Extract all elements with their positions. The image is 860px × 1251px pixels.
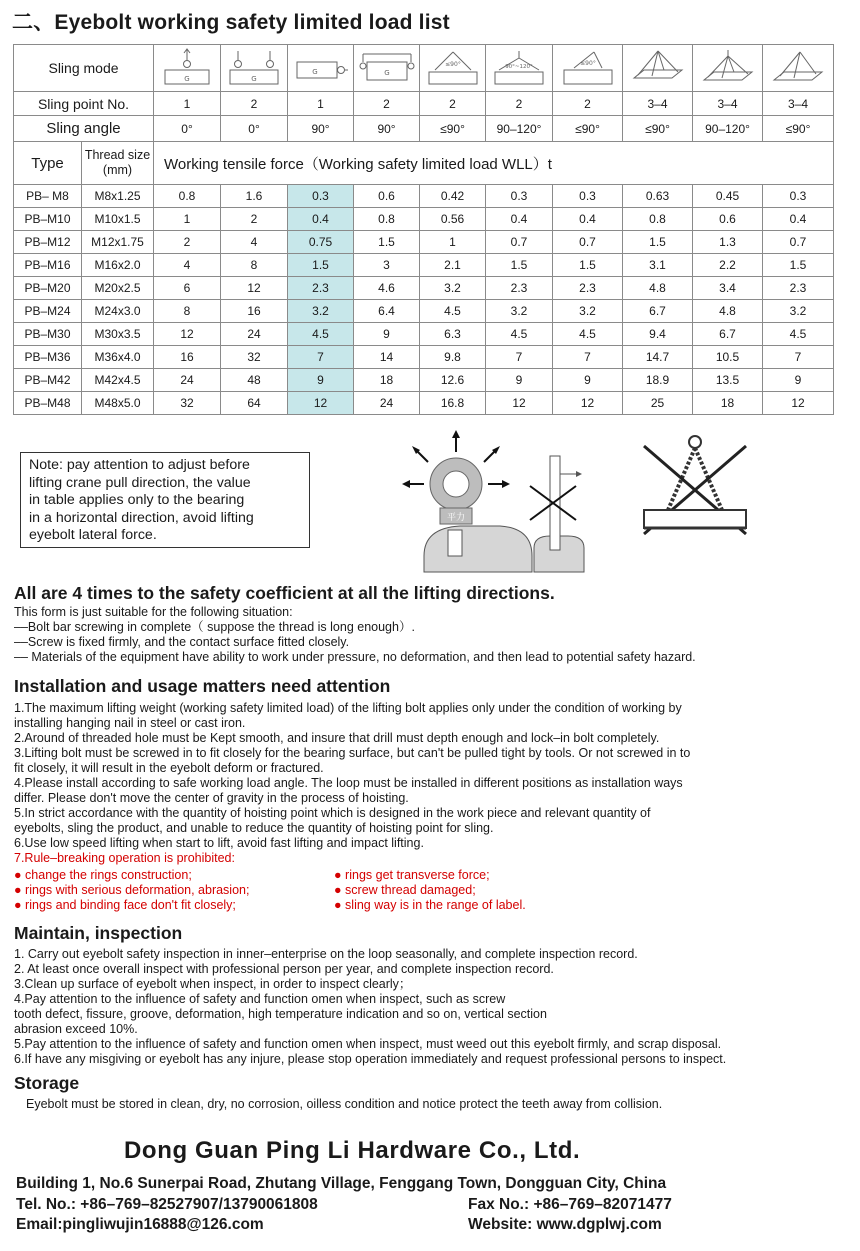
- safety-lines: [14, 605, 696, 665]
- svg-text:≤90°: ≤90°: [579, 60, 596, 67]
- note-line: eyebolt lateral force.: [29, 527, 157, 543]
- load-value-cell: 18.9: [623, 369, 693, 392]
- load-value-cell: 0.45: [693, 185, 763, 208]
- svg-text:90°~120°: 90°~120°: [505, 64, 533, 70]
- load-value-cell: 12: [288, 392, 354, 415]
- load-value-cell: 6.7: [693, 323, 763, 346]
- diagram-label: 平力: [446, 513, 466, 523]
- load-value-cell: 24: [221, 323, 288, 346]
- load-value-cell: 4.5: [420, 300, 486, 323]
- sling-angle-cell: 90°: [354, 116, 420, 142]
- company-fax: Fax No.: +86–769–82071477: [468, 1196, 672, 1213]
- load-value-cell: 0.56: [420, 208, 486, 231]
- load-value-cell: 32: [154, 392, 221, 415]
- force-header: Working tensile force（Working safety limited load WLL）t: [154, 142, 834, 185]
- safety-heading: All are 4 times to the safety coefficient at all the lifting directions.: [14, 583, 555, 603]
- table-row: [14, 300, 834, 323]
- note-line: Note: pay attention to adjust before: [29, 457, 250, 473]
- load-value-cell: 1.5: [623, 231, 693, 254]
- sling-point-cell: 1: [154, 92, 221, 116]
- rule-item: [334, 898, 526, 913]
- load-value-cell: 12.6: [420, 369, 486, 392]
- load-value-cell: 3.2: [420, 277, 486, 300]
- load-value-cell: 3.2: [486, 300, 553, 323]
- load-value-cell: 9.4: [623, 323, 693, 346]
- rule-text: change the rings construction;: [25, 868, 192, 882]
- load-value-cell: 0.3: [553, 185, 623, 208]
- load-value-cell: 9.8: [420, 346, 486, 369]
- table-row: [14, 185, 834, 208]
- load-value-cell: 4: [221, 231, 288, 254]
- sling-mode-icon-9: [693, 45, 763, 92]
- installation-line: installing hanging nail in steel or cast iron.: [14, 716, 246, 730]
- load-value-cell: 6: [154, 277, 221, 300]
- rule-text: rings with serious deformation, abrasion;: [25, 883, 250, 897]
- sling-angle-cell: ≤90°: [420, 116, 486, 142]
- rules-right: [334, 868, 526, 913]
- load-value-cell: 1: [154, 208, 221, 231]
- load-value-cell: 2: [154, 231, 221, 254]
- load-value-cell: 6.3: [420, 323, 486, 346]
- load-value-cell: 14.7: [623, 346, 693, 369]
- maintain-line: 2. At least once overall inspect with professional person per year, and complete inspection record.: [14, 962, 554, 976]
- load-value-cell: 0.3: [763, 185, 834, 208]
- load-value-cell: 0.8: [623, 208, 693, 231]
- sling-point-label: Sling point No.: [14, 92, 154, 116]
- type-cell: PB–M16: [14, 254, 82, 277]
- sling-point-cell: 3–4: [763, 92, 834, 116]
- type-cell: PB–M30: [14, 323, 82, 346]
- maintain-line: 4.Pay attention to the influence of safety and function omen when inspect, such as screw: [14, 992, 506, 1006]
- table-row: [14, 346, 834, 369]
- thread-cell: M16x2.0: [82, 254, 154, 277]
- sling-angle-cell: ≤90°: [623, 116, 693, 142]
- note-box: [20, 452, 310, 548]
- load-value-cell: 0.7: [763, 231, 834, 254]
- thread-cell: M24x3.0: [82, 300, 154, 323]
- table-row: [14, 277, 834, 300]
- load-value-cell: 0.6: [693, 208, 763, 231]
- load-value-cell: 0.4: [763, 208, 834, 231]
- rule-item: [14, 898, 249, 913]
- sling-point-cell: 1: [288, 92, 354, 116]
- table-row: [14, 323, 834, 346]
- load-value-cell: 4.8: [623, 277, 693, 300]
- load-value-cell: 1.5: [354, 231, 420, 254]
- load-value-cell: 12: [486, 392, 553, 415]
- company-email: Email:pingliwujin16888@126.com: [16, 1216, 264, 1233]
- company-tel: Tel. No.: +86–769–82527907/13790061808: [16, 1196, 318, 1213]
- thread-cell: M12x1.75: [82, 231, 154, 254]
- maintain-heading: Maintain, inspection: [14, 923, 183, 943]
- rule-text: sling way is in the range of label.: [345, 898, 526, 912]
- load-value-cell: 0.4: [486, 208, 553, 231]
- company-name: Dong Guan Ping Li Hardware Co., Ltd.: [124, 1137, 581, 1164]
- thread-cell: M30x3.5: [82, 323, 154, 346]
- load-value-cell: 2.3: [288, 277, 354, 300]
- rule-item: [334, 868, 526, 883]
- load-value-cell: 2.3: [553, 277, 623, 300]
- load-value-cell: 1: [420, 231, 486, 254]
- load-value-cell: 4.5: [288, 323, 354, 346]
- sling-mode-icon-5: [420, 45, 486, 92]
- load-value-cell: 8: [221, 254, 288, 277]
- load-value-cell: 12: [154, 323, 221, 346]
- thread-header: [82, 142, 154, 185]
- load-value-cell: 16: [221, 300, 288, 323]
- sling-mode-label: Sling mode: [14, 45, 154, 92]
- load-value-cell: 0.8: [154, 185, 221, 208]
- svg-text:≤90°: ≤90°: [444, 61, 461, 68]
- load-value-cell: 4.6: [354, 277, 420, 300]
- note-line: in table applies only to the bearing: [29, 492, 245, 508]
- load-value-cell: 1.5: [486, 254, 553, 277]
- load-value-cell: 12: [553, 392, 623, 415]
- load-value-cell: 10.5: [693, 346, 763, 369]
- load-value-cell: 25: [623, 392, 693, 415]
- load-value-cell: 16: [154, 346, 221, 369]
- load-value-cell: 1.3: [693, 231, 763, 254]
- installation-line: differ. Please don't move the center of gravity in the process of hoisting.: [14, 791, 409, 805]
- installation-line: 4.Please install according to safe working load angle. The loop must be installed in different positions as installation ways: [14, 776, 683, 790]
- load-value-cell: 3: [354, 254, 420, 277]
- load-value-cell: 18: [354, 369, 420, 392]
- load-value-cell: 0.42: [420, 185, 486, 208]
- load-value-cell: 7: [288, 346, 354, 369]
- type-cell: PB–M12: [14, 231, 82, 254]
- load-value-cell: 2.3: [486, 277, 553, 300]
- load-value-cell: 4.8: [693, 300, 763, 323]
- sling-angle-cell: 0°: [221, 116, 288, 142]
- safety-line: This form is just suitable for the following situation:: [14, 605, 293, 619]
- sling-mode-icon-7: [553, 45, 623, 92]
- load-value-cell: 1.6: [221, 185, 288, 208]
- load-value-cell: 32: [221, 346, 288, 369]
- load-value-cell: 2: [221, 208, 288, 231]
- sling-mode-row: [14, 45, 834, 92]
- installation-line: 1.The maximum lifting weight (working safety limited load) of the lifting bolt applies only under the condition of working by: [14, 701, 682, 715]
- sling-mode-icon-8: [623, 45, 693, 92]
- load-value-cell: 3.4: [693, 277, 763, 300]
- thread-header-unit: (mm): [102, 163, 133, 177]
- sling-mode-icon-2: [221, 45, 288, 92]
- table-row: [14, 231, 834, 254]
- bullet-icon: ●: [334, 868, 342, 882]
- bullet-icon: ●: [334, 883, 342, 897]
- load-value-cell: 4.5: [486, 323, 553, 346]
- load-value-cell: 64: [221, 392, 288, 415]
- load-value-cell: 7: [553, 346, 623, 369]
- rule-text: screw thread damaged;: [345, 883, 476, 897]
- load-value-cell: 0.7: [553, 231, 623, 254]
- sling-point-cell: 3–4: [623, 92, 693, 116]
- sling-mode-icon-4: [354, 45, 420, 92]
- sling-mode-icon-10: [763, 45, 834, 92]
- sling-angle-cell: 0°: [154, 116, 221, 142]
- type-header: Type: [14, 142, 82, 185]
- sling-angle-cell: ≤90°: [763, 116, 834, 142]
- header-row: [14, 142, 834, 185]
- load-value-cell: 2.3: [763, 277, 834, 300]
- load-value-cell: 18: [693, 392, 763, 415]
- type-cell: PB–M42: [14, 369, 82, 392]
- load-value-cell: 9: [354, 323, 420, 346]
- load-value-cell: 0.3: [486, 185, 553, 208]
- eyebolt-direction-diagram: [400, 426, 600, 576]
- note-line: lifting crane pull direction, the value: [29, 474, 251, 491]
- type-cell: PB–M20: [14, 277, 82, 300]
- load-value-cell: 2.2: [693, 254, 763, 277]
- load-value-cell: 6.7: [623, 300, 693, 323]
- load-rows: [14, 185, 834, 415]
- load-value-cell: 3.2: [288, 300, 354, 323]
- installation-line: 5.In strict accordance with the quantity of hoisting point which is designed in the work piece and relevant quantity of: [14, 806, 651, 820]
- sling-point-cell: 3–4: [693, 92, 763, 116]
- bullet-icon: ●: [14, 868, 22, 882]
- type-cell: PB–M10: [14, 208, 82, 231]
- load-value-cell: 14: [354, 346, 420, 369]
- load-table: [13, 44, 834, 415]
- load-value-cell: 1.5: [553, 254, 623, 277]
- load-value-cell: 12: [763, 392, 834, 415]
- table-row: [14, 208, 834, 231]
- load-value-cell: 9: [763, 369, 834, 392]
- company-address: Building 1, No.6 Sunerpai Road, Zhutang Village, Fenggang Town, Dongguan City, China: [16, 1175, 667, 1192]
- installation-line: 6.Use low speed lifting when start to lift, avoid fast lifting and impact lifting.: [14, 836, 424, 850]
- sling-angle-cell: 90–120°: [693, 116, 763, 142]
- table-row: [14, 369, 834, 392]
- safety-line: –– Materials of the equipment have ability to work under pressure, no deformation, and then lead to potential safety hazard.: [14, 650, 696, 664]
- svg-text:G: G: [383, 69, 390, 77]
- sling-mode-icon-6: [486, 45, 553, 92]
- bullet-icon: ●: [14, 898, 22, 912]
- type-cell: PB–M24: [14, 300, 82, 323]
- sling-point-row: [14, 92, 834, 116]
- load-value-cell: 24: [354, 392, 420, 415]
- load-value-cell: 1.5: [288, 254, 354, 277]
- storage-heading: Storage: [14, 1073, 80, 1093]
- load-value-cell: 48: [221, 369, 288, 392]
- load-value-cell: 24: [154, 369, 221, 392]
- type-cell: PB– M8: [14, 185, 82, 208]
- page-title: 二、Eyebolt working safety limited load list: [12, 11, 450, 34]
- load-value-cell: 13.5: [693, 369, 763, 392]
- table-row: [14, 392, 834, 415]
- thread-cell: M20x2.5: [82, 277, 154, 300]
- sling-mode-icon-3: [288, 45, 354, 92]
- load-value-cell: 3.2: [763, 300, 834, 323]
- sling-angle-cell: ≤90°: [553, 116, 623, 142]
- load-value-cell: 2.1: [420, 254, 486, 277]
- rule-item: [14, 868, 249, 883]
- sling-point-cell: 2: [354, 92, 420, 116]
- maintain-line: 3.Clean up surface of eyebolt when inspect, in order to inspect clearly；: [14, 977, 412, 991]
- installation-lines: [14, 701, 690, 866]
- svg-text:G: G: [311, 68, 318, 76]
- storage-text: Eyebolt must be stored in clean, dry, no corrosion, oilless condition and notice protect the teeth away from collision.: [26, 1097, 663, 1111]
- rules-left: [14, 868, 249, 913]
- safety-line: ––Screw is fixed firmly, and the contact surface fitted closely.: [14, 635, 350, 649]
- load-value-cell: 7: [763, 346, 834, 369]
- load-value-cell: 9: [553, 369, 623, 392]
- load-value-cell: 3.1: [623, 254, 693, 277]
- sling-angle-row: [14, 116, 834, 142]
- table-row: [14, 254, 834, 277]
- thread-cell: M8x1.25: [82, 185, 154, 208]
- sling-angle-cell: 90°: [288, 116, 354, 142]
- company-website: Website: www.dgplwj.com: [468, 1216, 662, 1233]
- load-value-cell: 0.6: [354, 185, 420, 208]
- load-value-cell: 0.4: [288, 208, 354, 231]
- load-value-cell: 8: [154, 300, 221, 323]
- load-value-cell: 6.4: [354, 300, 420, 323]
- sling-point-cell: 2: [486, 92, 553, 116]
- load-value-cell: 3.2: [553, 300, 623, 323]
- load-value-cell: 0.7: [486, 231, 553, 254]
- svg-text:G: G: [184, 75, 190, 83]
- bullet-icon: ●: [334, 898, 342, 912]
- sling-mode-icon-1: [154, 45, 221, 92]
- load-value-cell: 9: [288, 369, 354, 392]
- load-value-cell: 0.75: [288, 231, 354, 254]
- sling-point-cell: 2: [553, 92, 623, 116]
- rule-text: rings get transverse force;: [345, 868, 490, 882]
- installation-line: 2.Around of threaded hole must be Kept smooth, and insure that drill must depth enough and lock–in bolt completely.: [14, 731, 660, 745]
- type-cell: PB–M48: [14, 392, 82, 415]
- maintain-line: 1. Carry out eyebolt safety inspection in inner–enterprise on the loop seasonally, and complete inspection record.: [14, 947, 638, 961]
- thread-cell: M36x4.0: [82, 346, 154, 369]
- maintain-line: 5.Pay attention to the influence of safety and function omen when inspect, must weed out this eyebolt firmly, and scrap disposal.: [14, 1037, 722, 1051]
- load-value-cell: 0.4: [553, 208, 623, 231]
- sling-point-cell: 2: [420, 92, 486, 116]
- load-value-cell: 0.8: [354, 208, 420, 231]
- sling-chain-diagram: [630, 434, 760, 552]
- rule-text: rings and binding face don't fit closely;: [25, 898, 236, 912]
- maintain-line: 6.If have any misgiving or eyebolt has any injure, please stop operation immediately and request professional persons to inspect.: [14, 1052, 727, 1066]
- load-value-cell: 4.5: [553, 323, 623, 346]
- note-line: in a horizontal direction, avoid lifting: [29, 509, 254, 526]
- load-value-cell: 12: [221, 277, 288, 300]
- svg-text:G: G: [251, 75, 257, 83]
- thread-cell: M10x1.5: [82, 208, 154, 231]
- safety-line: ––Bolt bar screwing in complete（ suppose the thread is long enough）.: [14, 620, 415, 634]
- sling-point-cell: 2: [221, 92, 288, 116]
- installation-line: fit closely, it will result in the eyebolt deform or fractured.: [14, 761, 324, 775]
- load-value-cell: 1.5: [763, 254, 834, 277]
- maintain-line: tooth defect, fissure, groove, deformation, high temperature indication and so on, vertical section: [14, 1007, 547, 1021]
- load-value-cell: 4.5: [763, 323, 834, 346]
- load-value-cell: 7: [486, 346, 553, 369]
- rule-heading: 7.Rule–breaking operation is prohibited:: [14, 851, 235, 865]
- load-value-cell: 0.63: [623, 185, 693, 208]
- load-value-cell: 0.3: [288, 185, 354, 208]
- thread-cell: M48x5.0: [82, 392, 154, 415]
- rule-item: [334, 883, 526, 898]
- load-value-cell: 16.8: [420, 392, 486, 415]
- type-cell: PB–M36: [14, 346, 82, 369]
- installation-line: 3.Lifting bolt must be screwed in to fit closely for the bearing surface, but can't be pulled tight by tools. Or not screwed in to: [14, 746, 691, 760]
- load-value-cell: 9: [486, 369, 553, 392]
- thread-cell: M42x4.5: [82, 369, 154, 392]
- rule-item: [14, 883, 249, 898]
- maintain-line: abrasion exceed 10%.: [14, 1022, 138, 1036]
- installation-heading: Installation and usage matters need attention: [14, 676, 391, 696]
- thread-header-label: Thread size: [84, 148, 151, 162]
- sling-angle-cell: 90–120°: [486, 116, 553, 142]
- bullet-icon: ●: [14, 883, 22, 897]
- load-value-cell: 4: [154, 254, 221, 277]
- installation-line: eyebolts, sling the product, and unable to reduce the quantity of hoisting point for sling.: [14, 821, 494, 835]
- maintain-lines: [14, 947, 726, 1067]
- sling-angle-label: Sling angle: [14, 116, 154, 142]
